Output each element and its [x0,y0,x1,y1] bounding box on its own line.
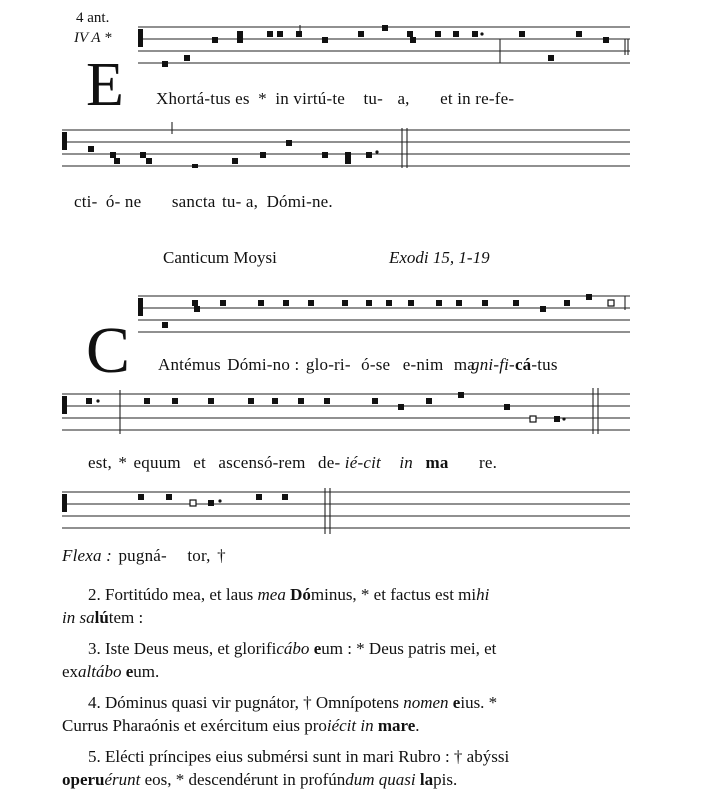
canticle-lyrics-2: est, * equum et ascensó-rem de- ié-cit in ma re. [88,453,498,472]
verse-5: 5. Elécti príncipes eius submérsi sunt in mari Rubro : † abýssi operuérunt eos, * descendérunt in profúndum quasi lapis. [62,747,510,789]
canticle-reference: Exodi 15, 1-19 [389,248,490,267]
antiphon-staff-2 [62,122,630,168]
verse-4: 4. Dóminus quasi vir pugnátor, † Omnípotens nomen eius. * Currus Pharaónis et exércitum eius proiécit in mare. [62,693,498,735]
verses [62,583,652,791]
verse-2: 2. Fortitúdo mea, et laus mea Dóminus, * et factus est mihi in salútem : [62,585,490,627]
antiphon-lyrics-2: cti- ó- ne sancta tu- a, Dómi-ne. [74,192,333,211]
canticle-staff-1 [138,290,630,336]
antiphon-staff-1 [138,25,630,71]
canticle-title: Canticum Moysi [163,248,277,267]
flexa-staff [62,488,630,534]
canticle-initial: C [86,314,131,387]
antiphon-initial: E [86,51,124,119]
flexa-line: Flexa : pugná- tor, † [62,546,226,565]
canticle-lyrics-1: Antémus Dómi-no : glo-ri- ó-se e-nim magni-fi-cá-tus [158,355,558,374]
antiphon-lyrics-1: Xhortá-tus es * in virtú-te tu- a, et in re-fe- [156,89,515,108]
canticle-staff-2 [62,388,630,434]
verse-3: 3. Iste Deus meus, et glorificábo eum : * Deus patris mei, et exaltábo eum. [62,639,497,681]
antiphon-mode: IV A * [74,30,112,46]
antiphon-number: 4 ant. [76,10,110,26]
